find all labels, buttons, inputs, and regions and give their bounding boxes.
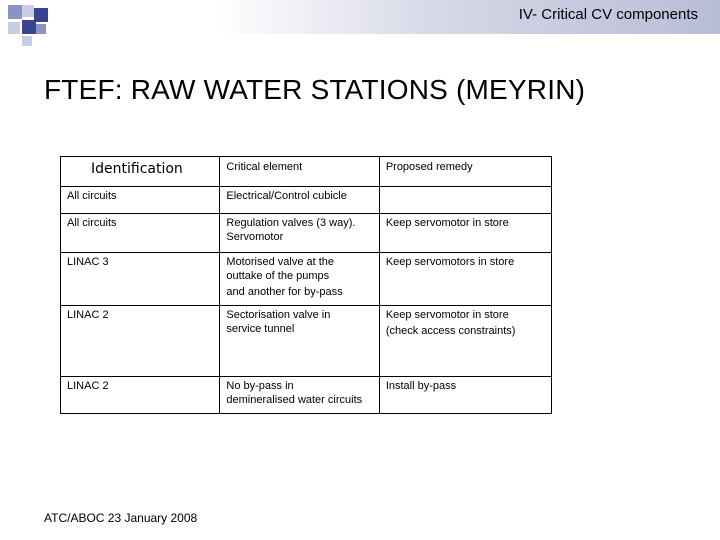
square-icon [8, 5, 22, 19]
slide-title: FTEF: RAW WATER STATIONS (MEYRIN) [44, 74, 586, 105]
cell-identification: All circuits [61, 187, 220, 214]
column-header-critical-element: Critical element [220, 157, 379, 187]
cell-critical-element [220, 377, 379, 414]
column-header-proposed-remedy: Proposed remedy [379, 157, 551, 187]
cell-text: Keep servomotor in store [385, 217, 509, 229]
cell-critical-element [220, 306, 379, 377]
cell-text: Keep servomotor in store [385, 309, 509, 321]
square-icon [36, 24, 46, 34]
cell-text: Electrical/Control cubicle [226, 190, 347, 202]
square-icon [34, 8, 48, 22]
cell-identification: LINAC 3 [61, 253, 220, 306]
cell-text: Keep servomotors in store [385, 256, 515, 268]
remedy-table [60, 156, 552, 414]
table-row [61, 187, 552, 214]
table-header-row [61, 157, 552, 187]
cell-text: service tunnel [226, 323, 295, 335]
cell-critical-element [220, 253, 379, 306]
cell-text: Sectorisation valve in [226, 309, 331, 321]
table-row [61, 253, 552, 306]
cell-proposed-remedy [379, 214, 551, 253]
cell-text: No by-pass in [226, 380, 294, 392]
cell-identification: LINAC 2 [61, 377, 220, 414]
table-row [61, 377, 552, 414]
decorative-squares [0, 0, 60, 48]
cell-proposed-remedy [379, 377, 551, 414]
square-icon [22, 36, 32, 46]
cell-text: and another for by-pass [226, 286, 343, 298]
column-header-identification: Identification [61, 157, 220, 187]
cell-text: Servomotor [226, 231, 284, 243]
table-row [61, 214, 552, 253]
cell-proposed-remedy [379, 306, 551, 377]
table-row [61, 306, 552, 377]
cell-critical-element [220, 187, 379, 214]
square-icon [8, 22, 20, 34]
footer-text: ATC/ABOC 23 January 2008 [44, 511, 198, 525]
cell-identification: All circuits [61, 214, 220, 253]
cell-text: outtake of the pumps [226, 270, 330, 282]
square-icon [22, 20, 36, 34]
cell-proposed-remedy [379, 187, 551, 214]
square-icon [22, 5, 34, 17]
cell-identification: LINAC 2 [61, 306, 220, 377]
cell-proposed-remedy [379, 253, 551, 306]
cell-text: (check access constraints) [385, 325, 516, 337]
cell-text: demineralised water circuits [226, 394, 363, 406]
cell-text: Install by-pass [385, 380, 457, 392]
header-title: IV- Critical CV components [518, 6, 698, 23]
cell-text: Motorised valve at the [226, 256, 335, 268]
cell-text: Regulation valves (3 way). [226, 217, 356, 229]
cell-critical-element [220, 214, 379, 253]
